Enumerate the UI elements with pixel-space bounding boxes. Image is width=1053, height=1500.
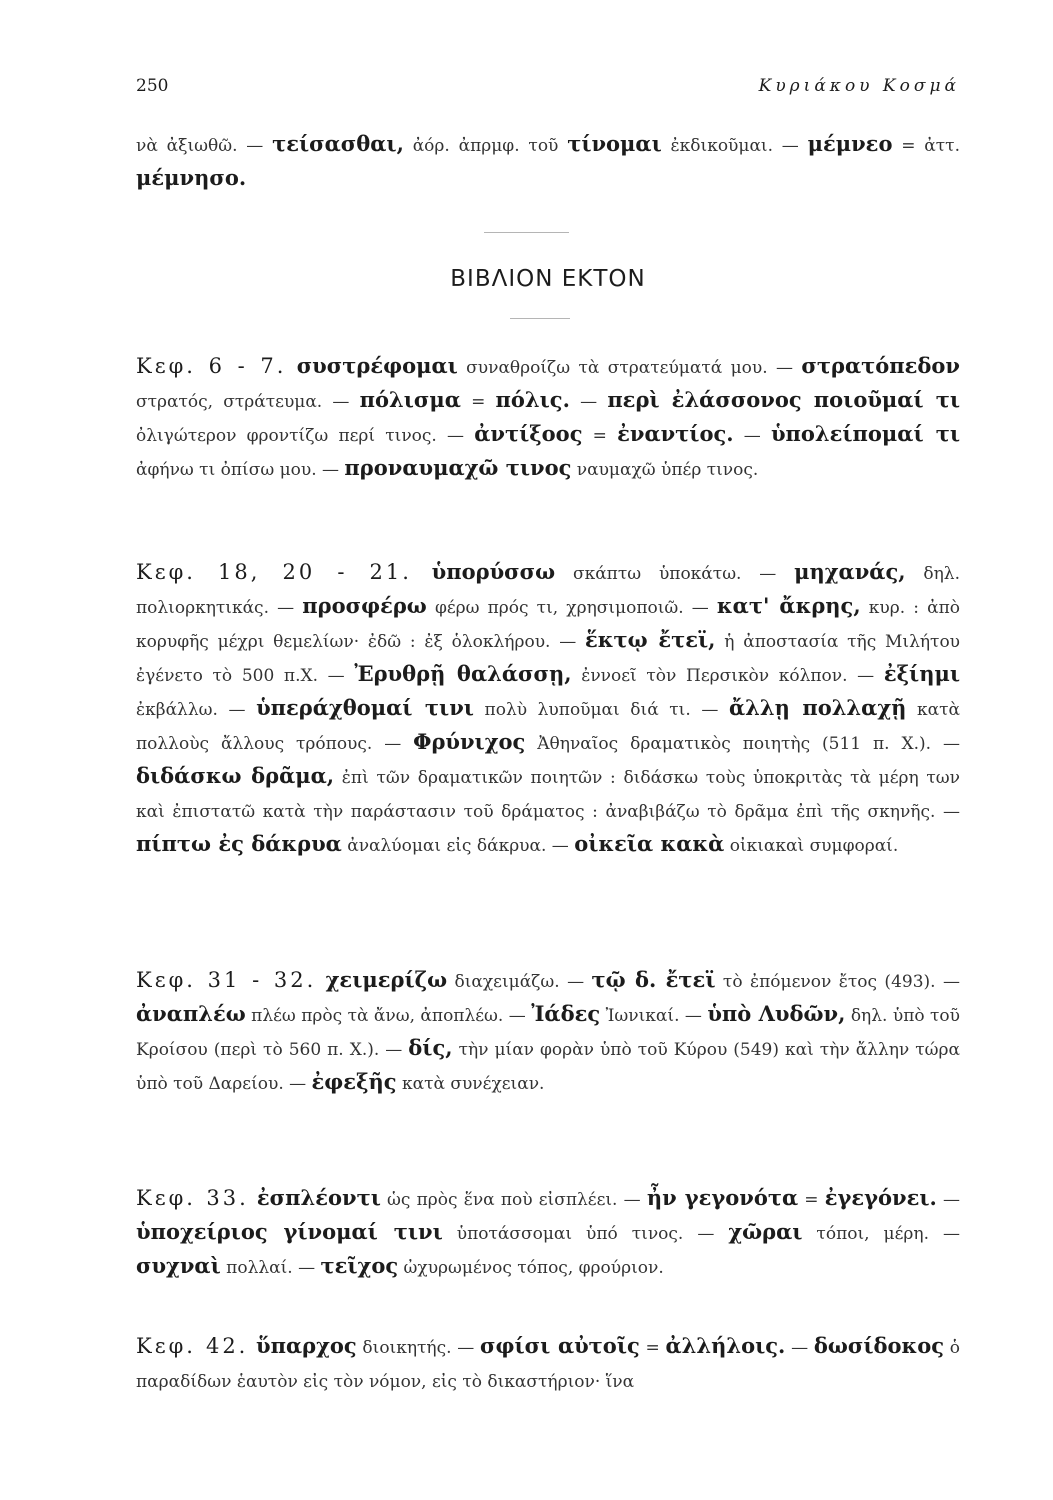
gloss-text: ἐπὶ τῶν δραματικῶν ποιητῶν : διδάσκω τοὺς ὑποκριτὰς τὰ μέρη των καὶ ἐπιστατῶ κατὰ τὴν παράστασιν τοῦ δράματος : ἀναβιβάζω τὸ δρᾶμα ἐπὶ τῆς σκηνῆς. — (136, 768, 960, 822)
lemma-term: ἀντίξοος (474, 421, 583, 446)
lemma-term: ἀναπλέω (136, 1001, 246, 1026)
gloss-text: στρατός, στράτευμα. — (136, 392, 360, 412)
lemma-term: ὕπαρχος (248, 1333, 357, 1358)
lemma-term: συστρέφομαι (286, 353, 458, 378)
gloss-text: ὠχυρωμένος τόπος, φρούριον. (398, 1258, 664, 1278)
gloss-text: = (798, 1190, 825, 1210)
lemma-term: ἀλλήλοις. (665, 1333, 786, 1358)
lemma-term: ἐσπλέοντι (248, 1185, 381, 1210)
running-head (136, 76, 960, 104)
lemma-term: τίνομαι (567, 131, 662, 156)
gloss-text: δηλ. πολιορκητικάς. — (136, 564, 960, 618)
lemma-term: Ἰάδες (531, 1001, 601, 1026)
gloss-text: = (639, 1338, 666, 1358)
lemma-term: τεῖχος (320, 1253, 399, 1278)
lemma-term: προναυμαχῶ τινος (344, 455, 572, 480)
paragraph-intro (136, 128, 960, 194)
lemma-term: χῶραι (728, 1219, 803, 1244)
lemma-term: κατ' ἄκρης, (716, 593, 861, 618)
lemma-term: ἐγεγόνει. (824, 1185, 937, 1210)
gloss-text: νὰ ἀξιωθῶ. — (136, 136, 273, 156)
paragraph-ch-33 (136, 1182, 960, 1284)
gloss-text: πλέω πρὸς τὰ ἄνω, ἀποπλέω. — (245, 1006, 532, 1026)
lemma-term: ὑπολείπομαί τι (770, 421, 961, 446)
lemma-term: τῷ δ. ἔτεϊ (591, 967, 716, 992)
lemma-term: ἐναντίος. (617, 421, 734, 446)
gloss-text: οἰκιακαὶ συμφοραί. (724, 836, 899, 856)
lemma-term: ὑπὸ Λυδῶν, (707, 1001, 846, 1026)
lemma-term: χειμερίζω (316, 967, 448, 992)
lemma-term: Φρύνιχος (413, 729, 526, 754)
lemma-term: τείσασθαι, (272, 131, 404, 156)
chapter-ref: Κεφ. 33. (136, 1186, 249, 1210)
lemma-term: ἐξίημι (883, 661, 961, 686)
chapter-ref: Κεφ. 18, 20 - 21. (136, 560, 412, 584)
gloss-text: τόποι, μέρη. — (802, 1224, 960, 1244)
gloss-text: πολὺ λυποῦμαι διά τι. — (473, 700, 729, 720)
gloss-text: ὡς πρὸς ἕνα ποὺ εἰσπλέει. — (380, 1190, 647, 1210)
lemma-term: μέμνεο (807, 131, 893, 156)
lemma-term: δίς, (408, 1035, 453, 1060)
gloss-text: — (785, 1338, 814, 1358)
gloss-text: ἀόρ. ἀπρμφ. τοῦ (403, 136, 568, 156)
gloss-text: ἐννοεῖ τὸν Περσικὸν κόλπον. — (571, 666, 884, 686)
lemma-term: στρατόπεδον (801, 353, 960, 378)
gloss-text: δηλ. ὑπὸ τοῦ Κροίσου (περὶ τὸ 560 π. Χ.). — (136, 1006, 961, 1060)
gloss-text: ὑποτάσσομαι ὑπό τινος. — (442, 1224, 729, 1244)
divider-top (484, 232, 569, 233)
gloss-text: — (733, 426, 771, 446)
gloss-text: ἀφήνω τι ὀπίσω μου. — (136, 460, 345, 480)
lemma-term: ὑπεράχθομαί τινι (256, 695, 474, 720)
lemma-term: μέμνησο. (136, 165, 247, 190)
lemma-term: ὑπορύσσω (411, 559, 556, 584)
gloss-text: ὁ παραδίδων ἑαυτὸν εἰς τὸν νόμον, εἰς τὸ δικαστήριον· ἵνα (136, 1338, 960, 1392)
gloss-text: = (460, 392, 496, 412)
lemma-term: δωσίδοκος (813, 1333, 945, 1358)
lemma-term: Ἐρυθρῇ θαλάσσῃ, (354, 661, 572, 686)
book-heading: ΒΙΒΛΙΟΝ ΕΚΤΟΝ (450, 266, 646, 292)
gloss-text: ἡ ἀποστασία τῆς Μιλήτου ἐγένετο τὸ 500 π.Χ. — (136, 632, 961, 686)
paragraph-ch-42 (136, 1330, 960, 1398)
chapter-ref: Κεφ. 42. (136, 1334, 249, 1358)
gloss-text: φέρω πρός τι, χρησιμοποιῶ. — (426, 598, 717, 618)
gloss-text: Ἀθηναῖος δραματικὸς ποιητὴς (511 π. Χ.). — (525, 734, 960, 754)
gloss-text: Ἰωνικαί. — (600, 1006, 708, 1026)
lemma-term: ἄλλῃ πολλαχῇ (728, 695, 907, 720)
gloss-text: ἀναλύομαι εἰς δάκρυα. — (341, 836, 575, 856)
gloss-text: τὸ ἐπόμενον ἔτος (493). — (715, 972, 960, 992)
lemma-term: ὑποχείριος γίνομαί τινι (136, 1219, 443, 1244)
lemma-term: πόλισμα (359, 387, 461, 412)
lemma-term: προσφέρω (302, 593, 427, 618)
page-number: 250 (136, 76, 169, 96)
gloss-text: κατὰ συνέχειαν. (396, 1074, 545, 1094)
gloss-text: = ἀττ. (892, 136, 960, 156)
lemma-term: διδάσκω δρᾶμα, (136, 763, 335, 788)
gloss-text: διαχειμάζω. — (447, 972, 592, 992)
paragraph-ch-18-21 (136, 556, 960, 862)
gloss-text: κατὰ πολλοὺς ἄλλους τρόπους. — (136, 700, 960, 754)
lemma-term: ἦν γεγονότα (646, 1185, 799, 1210)
gloss-text: — (936, 1190, 960, 1210)
gloss-text: τὴν μίαν φορὰν ὑπὸ τοῦ Κύρου (549) καὶ τὴν ἄλλην τώρα ὑπὸ τοῦ Δαρείου. — (136, 1040, 961, 1094)
gloss-text: ὀλιγώτερον φροντίζω περί τινος. — (136, 426, 475, 446)
divider-bottom (510, 318, 570, 319)
lemma-term: ἕκτῳ ἔτεϊ, (585, 627, 716, 652)
lemma-term: περὶ ἐλάσσονος ποιοῦμαί τι (607, 387, 960, 412)
lemma-term: οἰκεῖα κακὰ (574, 831, 725, 856)
gloss-text: διοικητής. — (356, 1338, 481, 1358)
lemma-term: ἐφεξῆς (311, 1069, 397, 1094)
gloss-text: — (569, 392, 608, 412)
gloss-text: κυρ. : ἀπὸ κορυφῆς μέχρι θεμελίων· ἐδῶ : ἐξ ὁλοκλήρου. — (136, 598, 961, 652)
gloss-text: σκάπτω ὑποκάτω. — (555, 564, 795, 584)
gloss-text: = (582, 426, 618, 446)
lemma-term: σφίσι αὐτοῖς (480, 1333, 640, 1358)
lemma-term: συχναὶ (136, 1253, 221, 1278)
chapter-ref: Κεφ. 6 - 7. (136, 354, 287, 378)
lemma-term: πόλις. (495, 387, 570, 412)
gloss-text: ἐκβάλλω. — (136, 700, 257, 720)
chapter-ref: Κεφ. 31 - 32. (136, 968, 317, 992)
running-title: Κυριάκου Κοσμά (758, 76, 960, 96)
lemma-term: μηχανάς, (794, 559, 906, 584)
paragraph-ch-31-32 (136, 964, 960, 1100)
gloss-text: συναθροίζω τὰ στρατεύματά μου. — (457, 358, 802, 378)
lemma-term: πίπτω ἐς δάκρυα (136, 831, 342, 856)
paragraph-ch-6-7 (136, 350, 960, 486)
gloss-text: ἐκδικοῦμαι. — (661, 136, 808, 156)
gloss-text: ναυμαχῶ ὑπέρ τινος. (571, 460, 759, 480)
gloss-text: πολλαί. — (220, 1258, 321, 1278)
